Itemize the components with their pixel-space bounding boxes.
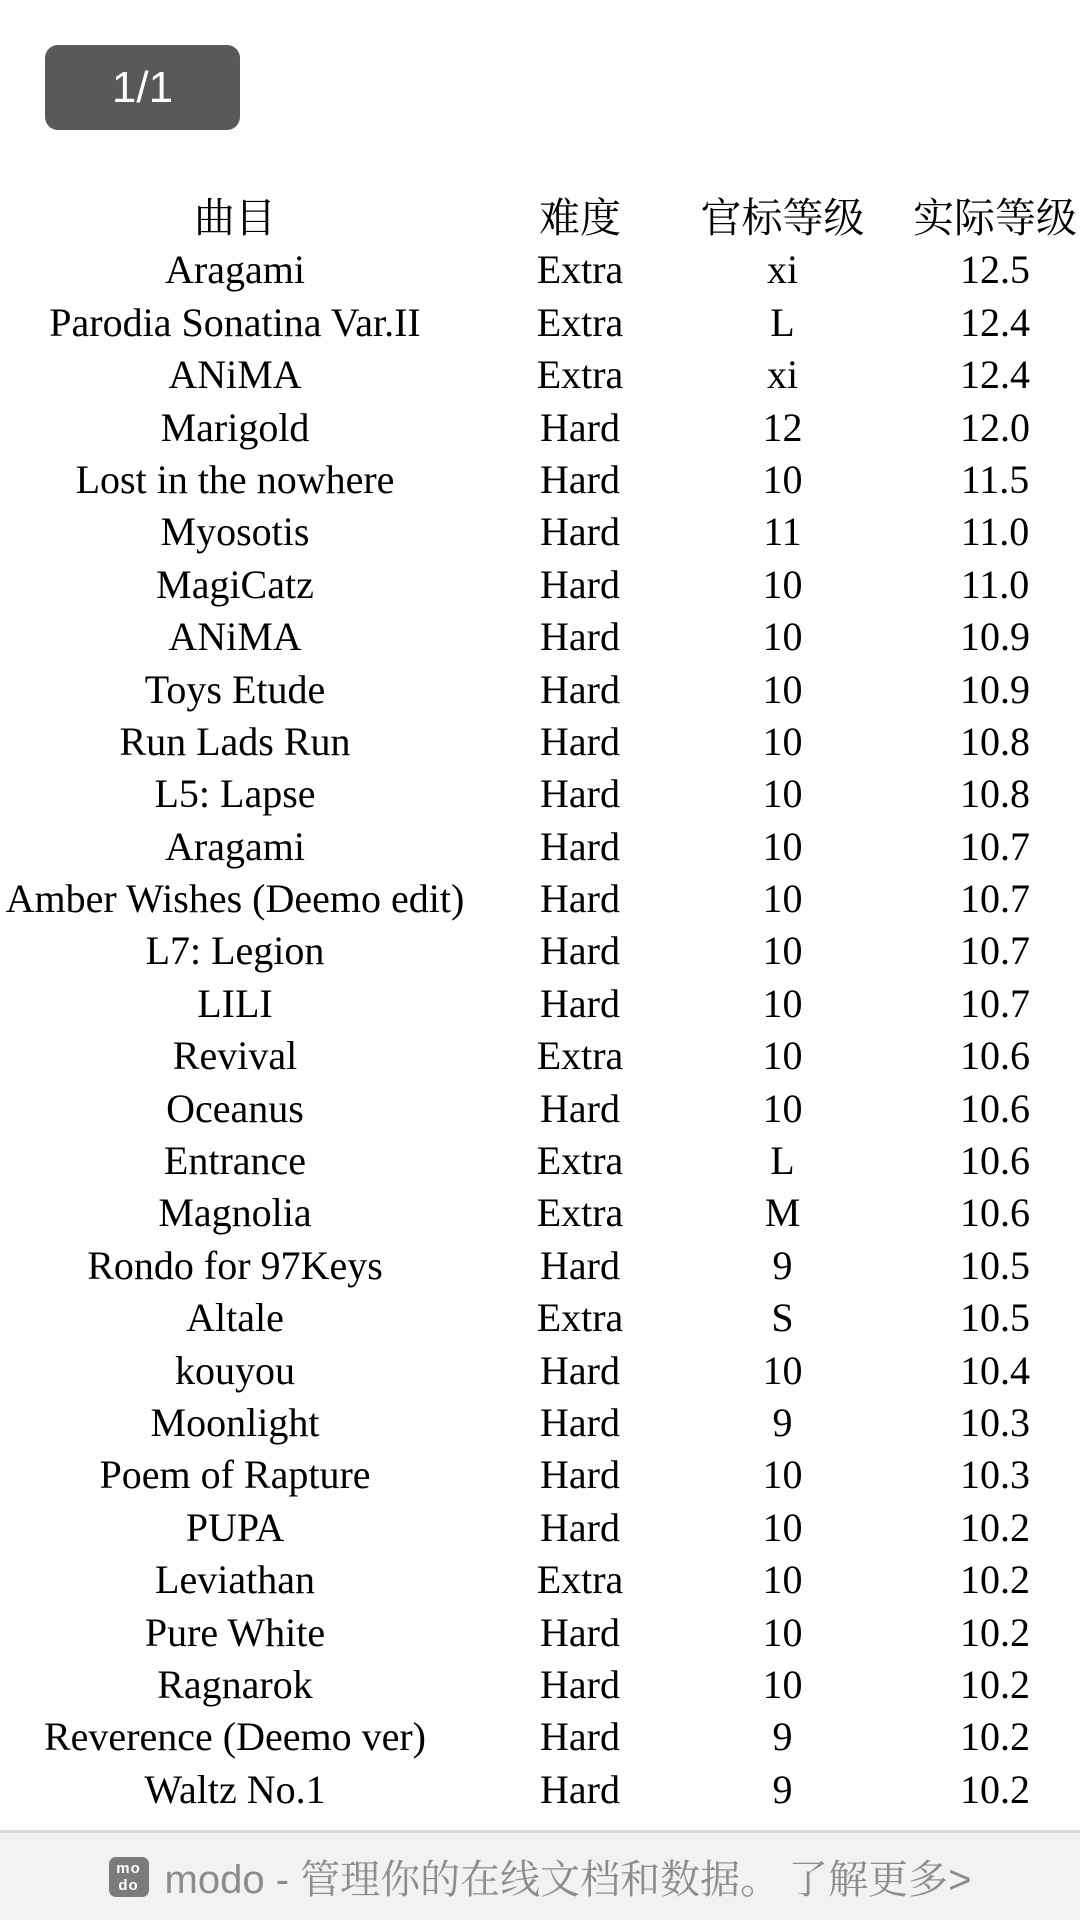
difficulty-cell: Hard [540, 771, 620, 817]
actual-level-cell: 10.6 [960, 1033, 1030, 1079]
actual-level-cell: 10.7 [960, 823, 1030, 869]
official-level-cell: 9 [772, 1714, 793, 1760]
actual-level-cell: 10.5 [960, 1295, 1030, 1341]
official-level-cell: 10 [762, 666, 803, 712]
header-actual-level: 实际等级 [913, 195, 1077, 241]
actual-level-cell: 10.2 [960, 1557, 1030, 1603]
difficulty-cell: Extra [536, 1138, 624, 1184]
official-level-cell: 9 [772, 1242, 793, 1288]
table-row [0, 664, 1080, 716]
official-level-cell: 10 [762, 561, 803, 607]
page-indicator-label: 1/1 [111, 62, 174, 112]
official-level-cell: 10 [762, 1452, 803, 1498]
official-level-cell: 10 [762, 1033, 803, 1079]
table-row [0, 873, 1080, 925]
table-row [0, 1607, 1080, 1659]
table-row [0, 1397, 1080, 1449]
actual-level-cell: 10.2 [960, 1714, 1030, 1760]
difficulty-cell: Hard [540, 1242, 620, 1288]
song-cell: Run Lads Run [119, 718, 351, 764]
table-row [0, 821, 1080, 873]
difficulty-cell: Hard [540, 980, 620, 1026]
official-level-cell: xi [766, 247, 799, 293]
official-level-cell: 9 [772, 1766, 793, 1812]
official-level-cell: 10 [762, 456, 803, 502]
table-row [0, 402, 1080, 454]
song-cell: Myosotis [160, 509, 310, 555]
official-level-cell: 10 [762, 1557, 803, 1603]
song-cell: Rondo for 97Keys [87, 1242, 383, 1288]
actual-level-cell: 10.7 [960, 980, 1030, 1026]
official-level-cell: 10 [762, 1661, 803, 1707]
actual-level-cell: 10.3 [960, 1399, 1030, 1445]
actual-level-cell: 11.0 [960, 561, 1030, 607]
table-row [0, 1240, 1080, 1292]
song-cell: Magnolia [158, 1190, 312, 1236]
actual-level-cell: 10.9 [960, 666, 1030, 712]
table-row [0, 978, 1080, 1030]
difficulty-cell: Hard [540, 456, 620, 502]
modo-logo-line-1: mo [116, 1859, 141, 1877]
modo-promo-text: modo - 管理你的在线文档和数据。 [164, 1858, 781, 1902]
table-row [0, 1083, 1080, 1135]
actual-level-cell: 10.7 [960, 928, 1030, 974]
table-row [0, 1292, 1080, 1344]
table-row [0, 1345, 1080, 1397]
official-level-cell: 10 [762, 718, 803, 764]
table-row [0, 1502, 1080, 1554]
song-cell: Waltz No.1 [144, 1766, 326, 1812]
official-level-cell: 10 [762, 1504, 803, 1550]
difficulty-cell: Hard [540, 1766, 620, 1812]
table-row [0, 1554, 1080, 1606]
actual-level-cell: 10.6 [960, 1190, 1030, 1236]
song-cell: Moonlight [150, 1399, 320, 1445]
table-row [0, 1449, 1080, 1501]
official-level-cell: 10 [762, 823, 803, 869]
song-cell: Aragami [165, 247, 305, 293]
actual-level-cell: 10.2 [960, 1661, 1030, 1707]
actual-level-cell: 10.9 [960, 614, 1030, 660]
difficulty-cell: Extra [536, 1295, 624, 1341]
difficulty-cell: Hard [540, 561, 620, 607]
difficulty-cell: Hard [540, 1714, 620, 1760]
difficulty-cell: Hard [540, 1661, 620, 1707]
table-header-row [0, 192, 1080, 244]
table-row [0, 1659, 1080, 1711]
table-row [0, 297, 1080, 349]
table-row [0, 716, 1080, 768]
difficulty-cell: Hard [540, 1609, 620, 1655]
official-level-cell: L [770, 1138, 795, 1184]
actual-level-cell: 10.4 [960, 1347, 1030, 1393]
song-cell: LILI [197, 980, 273, 1026]
song-cell: Pure White [144, 1609, 326, 1655]
official-level-cell: 10 [762, 771, 803, 817]
modo-logo-icon[interactable] [109, 1857, 149, 1897]
official-level-cell: 9 [772, 1399, 793, 1445]
official-level-cell: M [764, 1190, 801, 1236]
actual-level-cell: 10.2 [960, 1609, 1030, 1655]
difficulty-cell: Hard [540, 876, 620, 922]
official-level-cell: 10 [762, 928, 803, 974]
learn-more-link[interactable]: 了解更多> [788, 1858, 972, 1902]
table-row [0, 559, 1080, 611]
header-official-level: 官标等级 [700, 195, 865, 241]
song-cell: Poem of Rapture [99, 1452, 371, 1498]
table-row [0, 454, 1080, 506]
actual-level-cell: 10.6 [960, 1085, 1030, 1131]
song-cell: Toys Etude [144, 666, 326, 712]
song-cell: Entrance [163, 1138, 307, 1184]
difficulty-cell: Extra [536, 247, 624, 293]
official-level-cell: 10 [762, 1347, 803, 1393]
difficulty-cell: Hard [540, 404, 620, 450]
song-cell: Leviathan [155, 1557, 315, 1603]
song-cell: kouyou [175, 1347, 295, 1393]
difficulty-cell: Extra [536, 352, 624, 398]
official-level-cell: 10 [762, 980, 803, 1026]
modo-promo-bar[interactable] [0, 1830, 1080, 1920]
table-row [0, 1187, 1080, 1239]
song-cell: Amber Wishes (Deemo edit) [5, 876, 465, 922]
difficulty-cell: Hard [540, 1399, 620, 1445]
official-level-cell: 10 [762, 876, 803, 922]
official-level-cell: 11 [763, 509, 802, 555]
actual-level-cell: 12.5 [960, 247, 1030, 293]
difficulty-cell: Extra [536, 1033, 624, 1079]
actual-level-cell: 12.0 [960, 404, 1030, 450]
song-cell: Revival [172, 1033, 298, 1079]
official-level-cell: L [770, 299, 795, 345]
table-row [0, 1030, 1080, 1082]
difficulty-cell: Extra [536, 1190, 624, 1236]
song-cell: Oceanus [166, 1085, 304, 1131]
song-cell: PUPA [185, 1504, 285, 1550]
table-row [0, 1764, 1080, 1816]
difficulty-cell: Hard [540, 614, 620, 660]
difficulty-cell: Hard [540, 718, 620, 764]
actual-level-cell: 10.8 [960, 718, 1030, 764]
official-level-cell: xi [766, 352, 799, 398]
difficulty-cell: Extra [536, 1557, 624, 1603]
table-row [0, 1135, 1080, 1187]
actual-level-cell: 10.5 [960, 1242, 1030, 1288]
difficulty-cell: Hard [540, 823, 620, 869]
difficulty-cell: Hard [540, 1504, 620, 1550]
difficulty-cell: Hard [540, 666, 620, 712]
actual-level-cell: 11.0 [960, 509, 1030, 555]
table-row [0, 925, 1080, 977]
difficulty-cell: Hard [540, 1452, 620, 1498]
song-cell: MagiCatz [156, 561, 314, 607]
song-cell: Altale [186, 1295, 284, 1341]
official-level-cell: S [771, 1295, 794, 1341]
header-difficulty: 难度 [539, 195, 621, 241]
header-song: 曲目 [194, 195, 276, 241]
actual-level-cell: 12.4 [960, 352, 1030, 398]
actual-level-cell: 10.6 [960, 1138, 1030, 1184]
actual-level-cell: 10.3 [960, 1452, 1030, 1498]
table-row [0, 244, 1080, 296]
actual-level-cell: 11.5 [960, 456, 1030, 502]
difficulty-cell: Hard [540, 1085, 620, 1131]
actual-level-cell: 10.7 [960, 876, 1030, 922]
song-cell: L7: Legion [145, 928, 325, 974]
song-cell: ANiMA [168, 352, 302, 398]
official-level-cell: 10 [762, 614, 803, 660]
song-cell: L5: Lapse [154, 771, 316, 817]
actual-level-cell: 10.2 [960, 1504, 1030, 1550]
song-cell: Lost in the nowhere [75, 456, 395, 502]
actual-level-cell: 10.2 [960, 1766, 1030, 1812]
page-indicator-badge [45, 45, 240, 130]
difficulty-cell: Extra [536, 299, 624, 345]
actual-level-cell: 10.8 [960, 771, 1030, 817]
official-level-cell: 10 [762, 1085, 803, 1131]
table-row [0, 768, 1080, 820]
song-cell: Reverence (Deemo ver) [44, 1714, 426, 1760]
modo-logo-line-2: do [118, 1876, 139, 1894]
official-level-cell: 12 [762, 404, 803, 450]
song-cell: Parodia Sonatina Var.II [49, 299, 421, 345]
song-level-table [0, 192, 1080, 1816]
song-cell: Ragnarok [157, 1661, 313, 1707]
table-row [0, 611, 1080, 663]
difficulty-cell: Hard [540, 509, 620, 555]
difficulty-cell: Hard [540, 1347, 620, 1393]
song-cell: ANiMA [168, 614, 302, 660]
song-cell: Aragami [165, 823, 305, 869]
difficulty-cell: Hard [540, 928, 620, 974]
official-level-cell: 10 [762, 1609, 803, 1655]
table-row [0, 506, 1080, 558]
table-row [0, 1711, 1080, 1763]
song-cell: Marigold [160, 404, 310, 450]
table-row [0, 349, 1080, 401]
actual-level-cell: 12.4 [960, 299, 1030, 345]
